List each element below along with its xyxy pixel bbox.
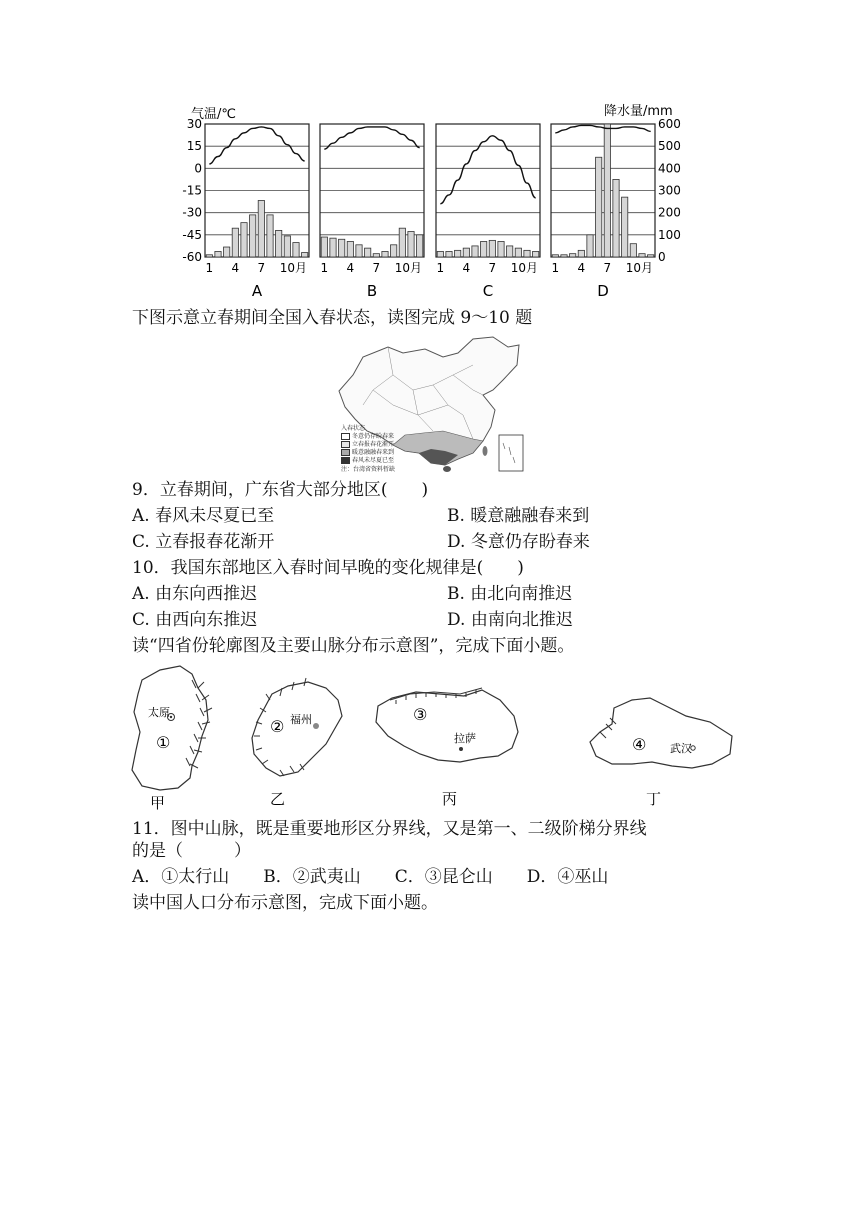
intro-9-10: 下图示意立春期间全国入春状态，读图完成 9～10 题 bbox=[132, 308, 533, 328]
map-legend-item: 春风未尽夏已至 bbox=[341, 457, 394, 465]
climate-chart-D bbox=[551, 124, 655, 300]
month-tick-label: 月 bbox=[525, 261, 539, 275]
month-tick-label: 10 bbox=[279, 261, 295, 275]
precip-bar bbox=[347, 241, 353, 257]
month-tick-label: 7 bbox=[257, 261, 266, 275]
precip-bar bbox=[596, 157, 602, 257]
precip-bar bbox=[215, 251, 221, 257]
precip-bar bbox=[489, 240, 495, 257]
precip-bar bbox=[206, 255, 212, 257]
precip-bar bbox=[463, 248, 469, 257]
province-map-bing bbox=[376, 688, 518, 808]
precip-bar bbox=[365, 248, 371, 257]
climate-chart-panels bbox=[205, 124, 655, 300]
q10-option-c: C. 由西向东推迟 bbox=[132, 610, 258, 630]
precip-bar bbox=[446, 251, 452, 257]
marker-3: ③ bbox=[413, 705, 428, 724]
temp-tick-label: 30 bbox=[186, 117, 202, 131]
climate-charts-figure bbox=[0, 0, 860, 310]
temp-tick-label: -45 bbox=[182, 227, 202, 242]
precip-bar bbox=[258, 200, 264, 257]
precip-bar bbox=[302, 253, 308, 257]
precip-tick-label: 500 bbox=[658, 139, 681, 154]
month-tick-label: 10 bbox=[625, 261, 641, 275]
month-tick-label: 10 bbox=[394, 261, 410, 275]
climate-chart-B bbox=[320, 124, 424, 300]
month-tick-label: 1 bbox=[436, 261, 445, 275]
q11-stem-line1: 11．图中山脉，既是重要地形区分界线，又是第一、二级阶梯分界线 bbox=[132, 819, 647, 839]
panel-label: B bbox=[366, 282, 378, 300]
month-tick-label: 7 bbox=[372, 261, 381, 275]
precip-bar bbox=[533, 251, 539, 257]
month-tick-label: 4 bbox=[577, 261, 586, 275]
precip-bar bbox=[639, 254, 645, 257]
q9-option-b: B. 暖意融融春来到 bbox=[447, 506, 590, 526]
precip-bar bbox=[391, 245, 397, 257]
precip-tick-label: 400 bbox=[658, 161, 681, 176]
month-tick-label: 月 bbox=[409, 261, 423, 275]
precip-bar bbox=[224, 247, 230, 257]
temp-tick-label: 15 bbox=[186, 139, 202, 154]
precip-tick-label: 0 bbox=[658, 250, 666, 264]
precip-bar bbox=[417, 235, 423, 257]
precip-tick-label: 100 bbox=[658, 227, 681, 242]
temp-tick-label: -30 bbox=[182, 205, 202, 220]
province-map-yi bbox=[252, 678, 342, 808]
precip-bar bbox=[373, 254, 379, 257]
city-wuhan: 武汉 bbox=[670, 742, 692, 755]
precip-bar bbox=[578, 250, 584, 257]
precip-bar bbox=[622, 197, 628, 257]
temperature-line bbox=[209, 127, 304, 164]
map-legend-title: 入春状态 bbox=[341, 425, 366, 432]
precip-bar bbox=[437, 251, 443, 257]
marker-2: ② bbox=[270, 717, 285, 736]
precip-bar bbox=[455, 250, 461, 257]
intro-11: 读“四省份轮廓图及主要山脉分布示意图”，完成下面小题。 bbox=[132, 636, 575, 656]
province-map-ding bbox=[590, 698, 732, 808]
panel-label: A bbox=[251, 282, 263, 300]
month-tick-label: 4 bbox=[231, 261, 240, 275]
precip-bar bbox=[472, 246, 478, 257]
month-tick-label: 月 bbox=[294, 261, 308, 275]
month-tick-label: 10 bbox=[510, 261, 526, 275]
month-tick-label: 1 bbox=[551, 261, 560, 275]
precip-bar bbox=[284, 236, 290, 257]
precip-bar bbox=[241, 223, 247, 257]
q10-option-d: D. 由南向北推迟 bbox=[447, 610, 573, 630]
precip-bar bbox=[293, 243, 299, 257]
precip-bar bbox=[587, 235, 593, 257]
month-tick-label: 1 bbox=[205, 261, 214, 275]
precip-bar bbox=[561, 255, 567, 257]
month-tick-label: 7 bbox=[488, 261, 497, 275]
province-label-bing: 丙 bbox=[442, 790, 458, 808]
city-taiyuan: 太原 bbox=[148, 706, 170, 719]
q10-option-a: A. 由东向西推迟 bbox=[132, 584, 258, 604]
precip-bar bbox=[613, 179, 619, 257]
china-spring-map bbox=[333, 335, 526, 481]
q9-option-c: C. 立春报春花渐开 bbox=[132, 532, 275, 552]
map-note: 注：台湾省资料暂缺 bbox=[341, 466, 396, 473]
precip-tick-label: 600 bbox=[658, 117, 681, 131]
province-label-ding: 丁 bbox=[646, 790, 662, 808]
q9-stem: 9．立春期间，广东省大部分地区( ) bbox=[132, 480, 429, 500]
precip-bar bbox=[515, 248, 521, 257]
province-label-jia: 甲 bbox=[150, 794, 166, 810]
precip-bar bbox=[382, 251, 388, 257]
precip-bar bbox=[399, 228, 405, 257]
q9-option-a: A. 春风未尽夏已至 bbox=[132, 506, 275, 526]
city-fuzhou: 福州 bbox=[290, 713, 312, 726]
precip-bar bbox=[498, 241, 504, 257]
precipitation-axis-ticks bbox=[658, 117, 681, 264]
precip-bar bbox=[267, 215, 273, 257]
month-tick-label: 7 bbox=[603, 261, 612, 275]
map-legend-item: 冬意仍存盼春来 bbox=[341, 433, 394, 441]
precip-bar bbox=[481, 241, 487, 257]
q11-stem-line2: 的是（ ） bbox=[132, 841, 251, 861]
marker-1: ① bbox=[156, 733, 171, 752]
precip-bar bbox=[276, 230, 282, 257]
precip-bar bbox=[630, 244, 636, 257]
temp-tick-label: -60 bbox=[182, 250, 202, 264]
month-tick-label: 4 bbox=[462, 261, 471, 275]
left-axis-label: 气温/℃ bbox=[191, 107, 236, 122]
climate-chart-C bbox=[436, 124, 540, 300]
right-axis-label: 降水量/mm bbox=[604, 104, 673, 119]
q11-options: A．①太行山 B．②武夷山 C．③昆仑山 D．④巫山 bbox=[132, 867, 609, 887]
precip-bar bbox=[232, 228, 238, 257]
precip-bar bbox=[524, 250, 530, 257]
precip-bar bbox=[604, 124, 610, 257]
precip-tick-label: 300 bbox=[658, 183, 681, 198]
precip-bar bbox=[648, 255, 654, 257]
q10-option-b: B. 由北向南推迟 bbox=[447, 584, 573, 604]
q9-option-d: D. 冬意仍存盼春来 bbox=[447, 532, 590, 552]
map-legend-item: 暖意融融春来到 bbox=[341, 449, 394, 457]
marker-4: ④ bbox=[632, 735, 647, 754]
precip-bar bbox=[330, 238, 336, 257]
temp-tick-label: -15 bbox=[182, 183, 202, 198]
precip-bar bbox=[408, 232, 414, 257]
province-maps-figure bbox=[120, 660, 750, 810]
city-lhasa: 拉萨 bbox=[454, 732, 476, 745]
precip-bar bbox=[356, 245, 362, 257]
climate-chart-A bbox=[205, 124, 309, 300]
precip-bar bbox=[250, 215, 256, 257]
precip-tick-label: 200 bbox=[658, 205, 681, 220]
precip-bar bbox=[570, 254, 576, 257]
month-tick-label: 月 bbox=[640, 261, 654, 275]
precip-bar bbox=[552, 255, 558, 257]
precip-bar bbox=[339, 239, 345, 257]
temperature-line bbox=[555, 125, 650, 132]
province-label-yi: 乙 bbox=[270, 790, 286, 808]
temp-tick-label: 0 bbox=[194, 161, 202, 176]
intro-next: 读中国人口分布示意图，完成下面小题。 bbox=[132, 893, 438, 913]
province-map-jia bbox=[132, 666, 212, 810]
month-tick-label: 4 bbox=[346, 261, 355, 275]
q10-stem: 10．我国东部地区入春时间早晚的变化规律是( ) bbox=[132, 558, 524, 578]
precip-bar bbox=[321, 237, 327, 257]
panel-label: D bbox=[597, 282, 609, 300]
temperature-axis-ticks bbox=[182, 117, 202, 264]
month-tick-label: 1 bbox=[320, 261, 329, 275]
precip-bar bbox=[507, 246, 513, 257]
map-legend-item: 立春报春花渐开 bbox=[341, 441, 394, 449]
panel-label: C bbox=[482, 282, 494, 300]
